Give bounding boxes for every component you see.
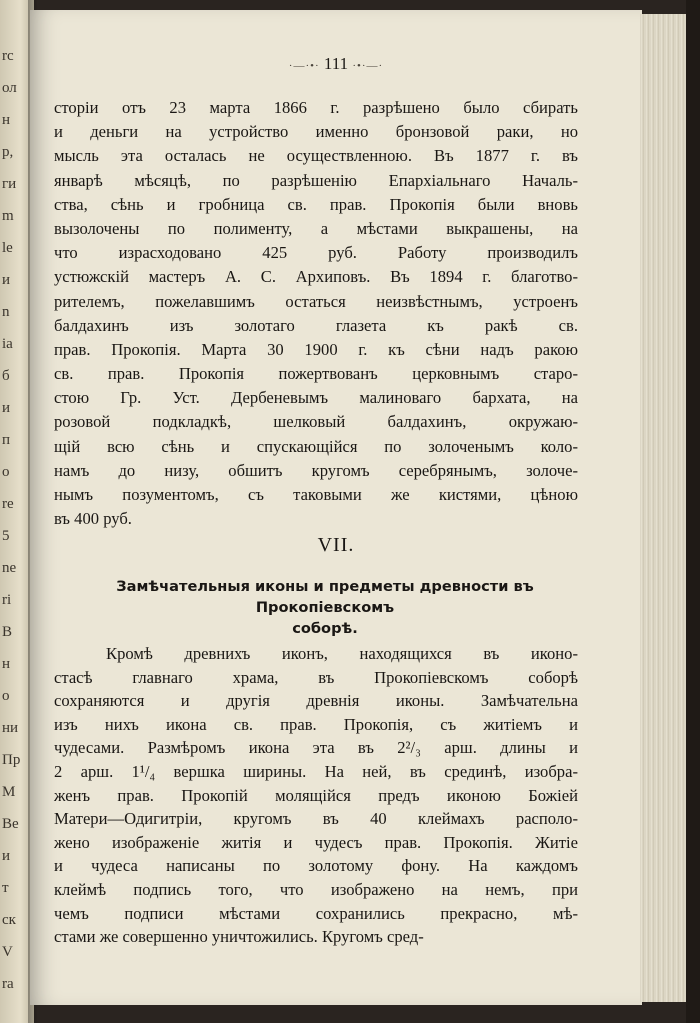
text-line: намъ до низу, обшитъ кругомъ серебрянымъ, золоче- <box>54 460 578 480</box>
text-line: св. прав. Прокопія пожертвованъ церковнымъ старо- <box>54 364 578 384</box>
page-number-row <box>30 54 642 74</box>
text-line: розовой подкладкѣ, шелковый балдахинъ, окружаю- <box>54 412 578 432</box>
right-background <box>686 0 700 1023</box>
text-line: январѣ мѣсяцѣ, по разрѣшенію Епархіальнаго Началь- <box>54 170 578 190</box>
text-line: сохраняются и другія древнія иконы. Замѣчательна <box>54 691 578 711</box>
left-page-fragment: о <box>2 688 10 704</box>
text-line: и деньги на устройство именно бронзовой раки, но <box>54 122 578 142</box>
left-page-fragment: ск <box>2 912 16 928</box>
left-page-fragment: б <box>2 368 10 384</box>
left-page-fragment: re <box>2 496 14 512</box>
page-number-ornament-left: ·—·•· <box>288 60 320 72</box>
left-page-fragment: ne <box>2 560 17 576</box>
section-number: VII. <box>317 534 355 556</box>
left-page-fragment: и <box>2 848 11 864</box>
text-line: сторіи отъ 23 марта 1866 г. разрѣшено было сбирать <box>54 98 578 117</box>
left-page-fragment: ra <box>2 976 14 992</box>
left-page-fragment: ri <box>2 592 12 608</box>
left-page-fragment: т <box>2 880 9 896</box>
left-page-fragment: V <box>2 944 13 960</box>
left-page-fragment: m <box>2 208 14 224</box>
left-page-fragment: и <box>2 400 11 416</box>
page-number-ornament-right: ·•·—· <box>352 60 384 72</box>
text-line: вызолочены по полименту, а мѣстами выкрашены, на <box>54 218 578 238</box>
left-page-fragment: M <box>2 784 16 800</box>
text-line: изъ нихъ икона св. прав. Прокопія, съ житіемъ и <box>54 714 578 734</box>
left-page-fragment: ни <box>2 720 19 736</box>
text-line: ства, сѣнь и гробница св. прав. Прокопія были вновь <box>54 194 578 214</box>
text-line: въ 400 руб. <box>54 509 132 529</box>
text-line: женъ прав. Прокопій молящійся предъ иконою Божіей <box>54 785 578 805</box>
text-line: и чудеса написаны по золотому фону. На каждомъ <box>54 856 578 876</box>
text-line: рителемъ, пожелавшимъ остаться неизвѣстнымъ, устроенъ <box>54 291 578 311</box>
left-page-fragment: н <box>2 112 11 128</box>
text-line: жено изображеніе житія и чудесъ прав. Прокопія. Житіе <box>54 832 578 852</box>
text-line: стою Гр. Уст. Дербеневымъ малиноваго бархата, на <box>54 388 578 408</box>
left-page-fragment: п <box>2 432 11 448</box>
page-number: 111 <box>323 54 349 73</box>
left-page-fragment: Be <box>2 816 19 832</box>
section-heading-line-1: Замѣчательныя иконы и предметы древности въ Прокопіевскомъ <box>116 578 534 616</box>
left-page-fragment: n <box>2 304 10 320</box>
left-page-fragment: le <box>2 240 13 256</box>
text-line: что израсходовано 425 руб. Работу производилъ <box>54 243 578 263</box>
left-page-fragment: ол <box>2 80 17 96</box>
text-line: мысль эта осталась не осуществленною. Въ 1877 г. въ <box>54 146 578 166</box>
text-line: клеймѣ подпись того, что изображено на немъ, при <box>54 879 578 899</box>
left-page-fragment: ia <box>2 336 13 352</box>
left-page-fragment: н <box>2 656 11 672</box>
text-line: Кромѣ древнихъ иконъ, находящихся въ иконо- <box>106 644 578 663</box>
text-line: прав. Прокопія. Марта 30 1900 г. къ сѣни надъ ракою <box>54 339 578 359</box>
text-line: щій всю сѣнь и спускающійся по золоченымъ коло- <box>54 436 578 456</box>
book-page <box>30 10 642 1005</box>
paragraph-2 <box>54 642 578 949</box>
left-page-fragment: В <box>2 624 13 640</box>
text-line: стасѣ главнаго храма, въ Прокопіевскомъ соборѣ <box>54 667 578 687</box>
section-heading <box>64 576 586 639</box>
text-line: чемъ подписи мѣстами сохранились прекрасно, мѣ- <box>54 903 578 923</box>
left-page-fragment: Пр <box>2 752 21 768</box>
page-edges <box>640 14 686 1002</box>
paragraph-1 <box>54 96 578 531</box>
left-page-fragment: rc <box>2 48 14 64</box>
left-page-fragment: р, <box>2 144 14 160</box>
left-page-fragment: 5 <box>2 528 10 544</box>
text-line: устюжскій мастеръ А. С. Архиповъ. Въ 1894 г. благотво- <box>54 267 578 287</box>
section-heading-line-2: соборѣ. <box>292 620 358 637</box>
left-page-fragment: и <box>2 272 11 288</box>
text-line: Матери—Одигитріи, кругомъ въ 40 клеймахъ располо- <box>54 809 578 829</box>
text-line: 2 арш. 1¹/₄ вершка ширины. На ней, въ срединѣ, изобра- <box>54 761 578 781</box>
text-line: чудесами. Размѣромъ икона эта въ 2²/₃ арш. длины и <box>54 738 578 758</box>
text-line: стами же совершенно уничтожились. Кругомъ сред- <box>54 927 424 947</box>
text-line: нымъ позументомъ, съ таковыми же кистями, цѣною <box>54 485 578 504</box>
left-page-fragment: ги <box>2 176 17 192</box>
left-page-fragment: o <box>2 464 10 480</box>
text-line: балдахинъ изъ золотаго глазета къ ракѣ св. <box>54 315 578 335</box>
